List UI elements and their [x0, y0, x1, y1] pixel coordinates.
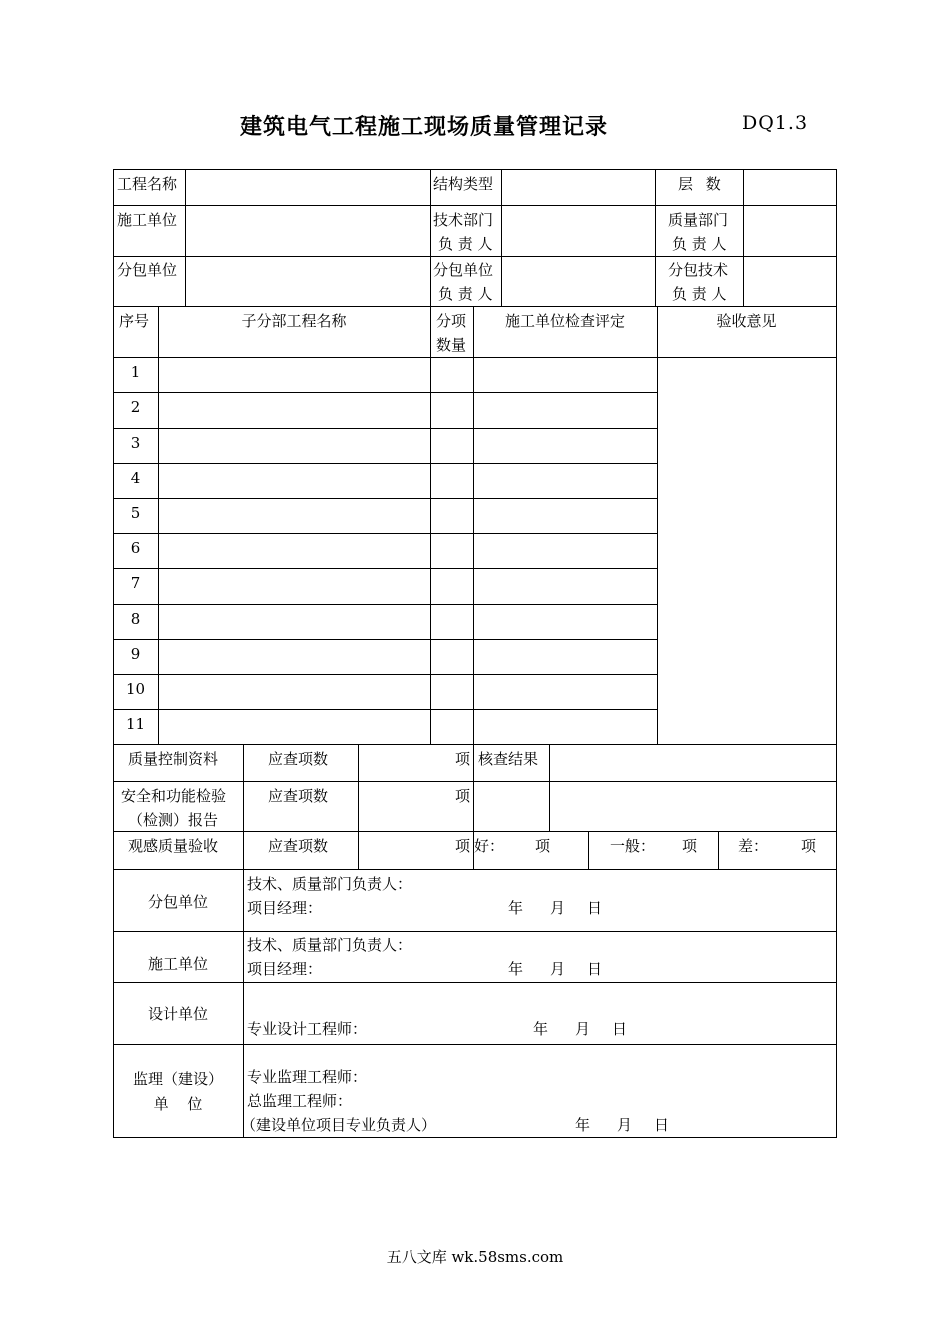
col-divider [430, 306, 431, 745]
table-border-top [113, 169, 837, 170]
col-divider [185, 169, 186, 306]
signoff-day: 日 [612, 1020, 628, 1038]
row-number: 11 [125, 715, 146, 733]
row-divider [113, 869, 837, 870]
row-number: 6 [130, 539, 141, 557]
row-divider [113, 392, 658, 393]
row-divider [113, 709, 658, 710]
label-unit: 项 [455, 750, 471, 768]
col-header-count: 分项 [436, 312, 467, 330]
label-good: 好： [474, 837, 505, 855]
row-divider [113, 831, 837, 832]
label-quality-dept: 质量部门 [668, 211, 729, 229]
label-sub-unit-resp: 分包单位 [433, 261, 494, 279]
row-divider [113, 674, 658, 675]
document-title: 建筑电气工程施工现场质量管理记录 [240, 114, 609, 140]
signoff-chief-supervisor: 总监理工程师： [247, 1092, 353, 1110]
col-header-name: 子分部工程名称 [241, 312, 347, 330]
col-divider [430, 169, 431, 306]
signoff-pm: 项目经理： [247, 899, 323, 917]
label-check-result: 核查结果 [478, 750, 539, 768]
col-divider [243, 744, 244, 869]
row-number: 5 [130, 504, 141, 522]
col-divider [243, 869, 244, 1138]
signoff-day: 日 [587, 899, 603, 917]
signoff-design-unit: 设计单位 [147, 1005, 208, 1023]
label-safety: 安全和功能检验 [121, 787, 227, 805]
col-divider [549, 744, 550, 831]
footer-watermark: 五八文库 wk.58sms.com [386, 1248, 564, 1266]
row-number: 10 [125, 680, 146, 698]
row-divider [113, 639, 658, 640]
label-should-check: 应查项数 [268, 750, 329, 768]
row-divider [113, 428, 658, 429]
label-sub-tech-resp: 负 责 人 [672, 285, 727, 303]
col-header-opinion: 验收意见 [716, 312, 777, 330]
label-construction-unit: 施工单位 [117, 211, 178, 229]
row-divider [113, 568, 658, 569]
row-number: 7 [130, 574, 141, 592]
col-divider [588, 831, 589, 869]
signoff-supervision-2: 单 位 [153, 1095, 203, 1113]
col-divider [358, 744, 359, 869]
signoff-month: 月 [550, 960, 566, 978]
signoff-month: 月 [550, 899, 566, 917]
row-divider [113, 533, 658, 534]
row-divider [113, 982, 837, 983]
label-unit: 项 [801, 837, 817, 855]
col-header-count-2: 数量 [436, 336, 467, 354]
signoff-month: 月 [617, 1116, 633, 1134]
label-should-check: 应查项数 [268, 837, 329, 855]
row-divider [113, 1044, 837, 1045]
col-divider [743, 169, 744, 306]
row-number: 8 [130, 610, 141, 628]
label-poor: 差： [738, 837, 769, 855]
col-divider [501, 169, 502, 306]
row-divider [113, 781, 837, 782]
label-appearance: 观感质量验收 [128, 837, 219, 855]
label-quality-dept-resp: 负 责 人 [672, 235, 727, 253]
row-divider [113, 205, 837, 206]
signoff-prof-supervisor: 专业监理工程师： [247, 1068, 368, 1086]
row-divider [113, 498, 658, 499]
label-sub-tech: 分包技术 [668, 261, 729, 279]
row-number: 9 [130, 645, 141, 663]
label-unit: 项 [682, 837, 698, 855]
signoff-day: 日 [654, 1116, 670, 1134]
label-unit: 项 [535, 837, 551, 855]
row-number: 4 [130, 469, 141, 487]
row-number: 2 [130, 398, 141, 416]
row-divider [113, 306, 837, 307]
col-divider [473, 306, 474, 745]
label-safety-report: （检测）报告 [128, 811, 219, 829]
col-divider [718, 831, 719, 869]
signoff-year: 年 [508, 960, 524, 978]
row-divider [113, 931, 837, 932]
row-number: 1 [130, 363, 141, 381]
row-divider [113, 744, 837, 745]
col-divider [158, 306, 159, 745]
label-floors: 层 数 [678, 175, 721, 193]
row-number: 3 [130, 434, 141, 452]
signoff-sub-unit: 分包单位 [147, 893, 208, 911]
label-should-check: 应查项数 [268, 787, 329, 805]
signoff-supervision: 监理（建设） [132, 1070, 223, 1088]
label-sub-unit: 分包单位 [117, 261, 178, 279]
signoff-tech-quality: 技术、质量部门负责人： [247, 936, 413, 954]
signoff-construction-unit: 施工单位 [147, 955, 208, 973]
col-divider [657, 306, 658, 745]
label-structure-type: 结构类型 [433, 175, 494, 193]
table-border-bottom [113, 1137, 837, 1138]
row-divider [113, 256, 837, 257]
label-quality-control: 质量控制资料 [128, 750, 219, 768]
label-project-name: 工程名称 [117, 175, 178, 193]
signoff-owner-rep: （建设单位项目专业负责人） [241, 1116, 437, 1134]
label-unit: 项 [455, 787, 471, 805]
table-border-right [836, 169, 837, 1138]
label-sub-unit-resp-2: 负 责 人 [438, 285, 493, 303]
col-divider [655, 169, 656, 306]
label-normal: 一般： [610, 837, 656, 855]
signoff-year: 年 [533, 1020, 549, 1038]
signoff-tech-quality: 技术、质量部门负责人： [247, 875, 413, 893]
row-divider [113, 357, 837, 358]
label-tech-dept: 技术部门 [433, 211, 494, 229]
col-header-seq: 序号 [119, 312, 150, 330]
row-divider [113, 604, 658, 605]
document-code: DQ1.3 [742, 112, 809, 134]
signoff-design-engineer: 专业设计工程师： [247, 1020, 368, 1038]
signoff-year: 年 [508, 899, 524, 917]
label-unit: 项 [455, 837, 471, 855]
row-divider [113, 463, 658, 464]
signoff-day: 日 [587, 960, 603, 978]
signoff-pm: 项目经理： [247, 960, 323, 978]
col-header-check: 施工单位检查评定 [504, 312, 625, 330]
signoff-month: 月 [575, 1020, 591, 1038]
signoff-year: 年 [575, 1116, 591, 1134]
label-tech-dept-resp: 负 责 人 [438, 235, 493, 253]
